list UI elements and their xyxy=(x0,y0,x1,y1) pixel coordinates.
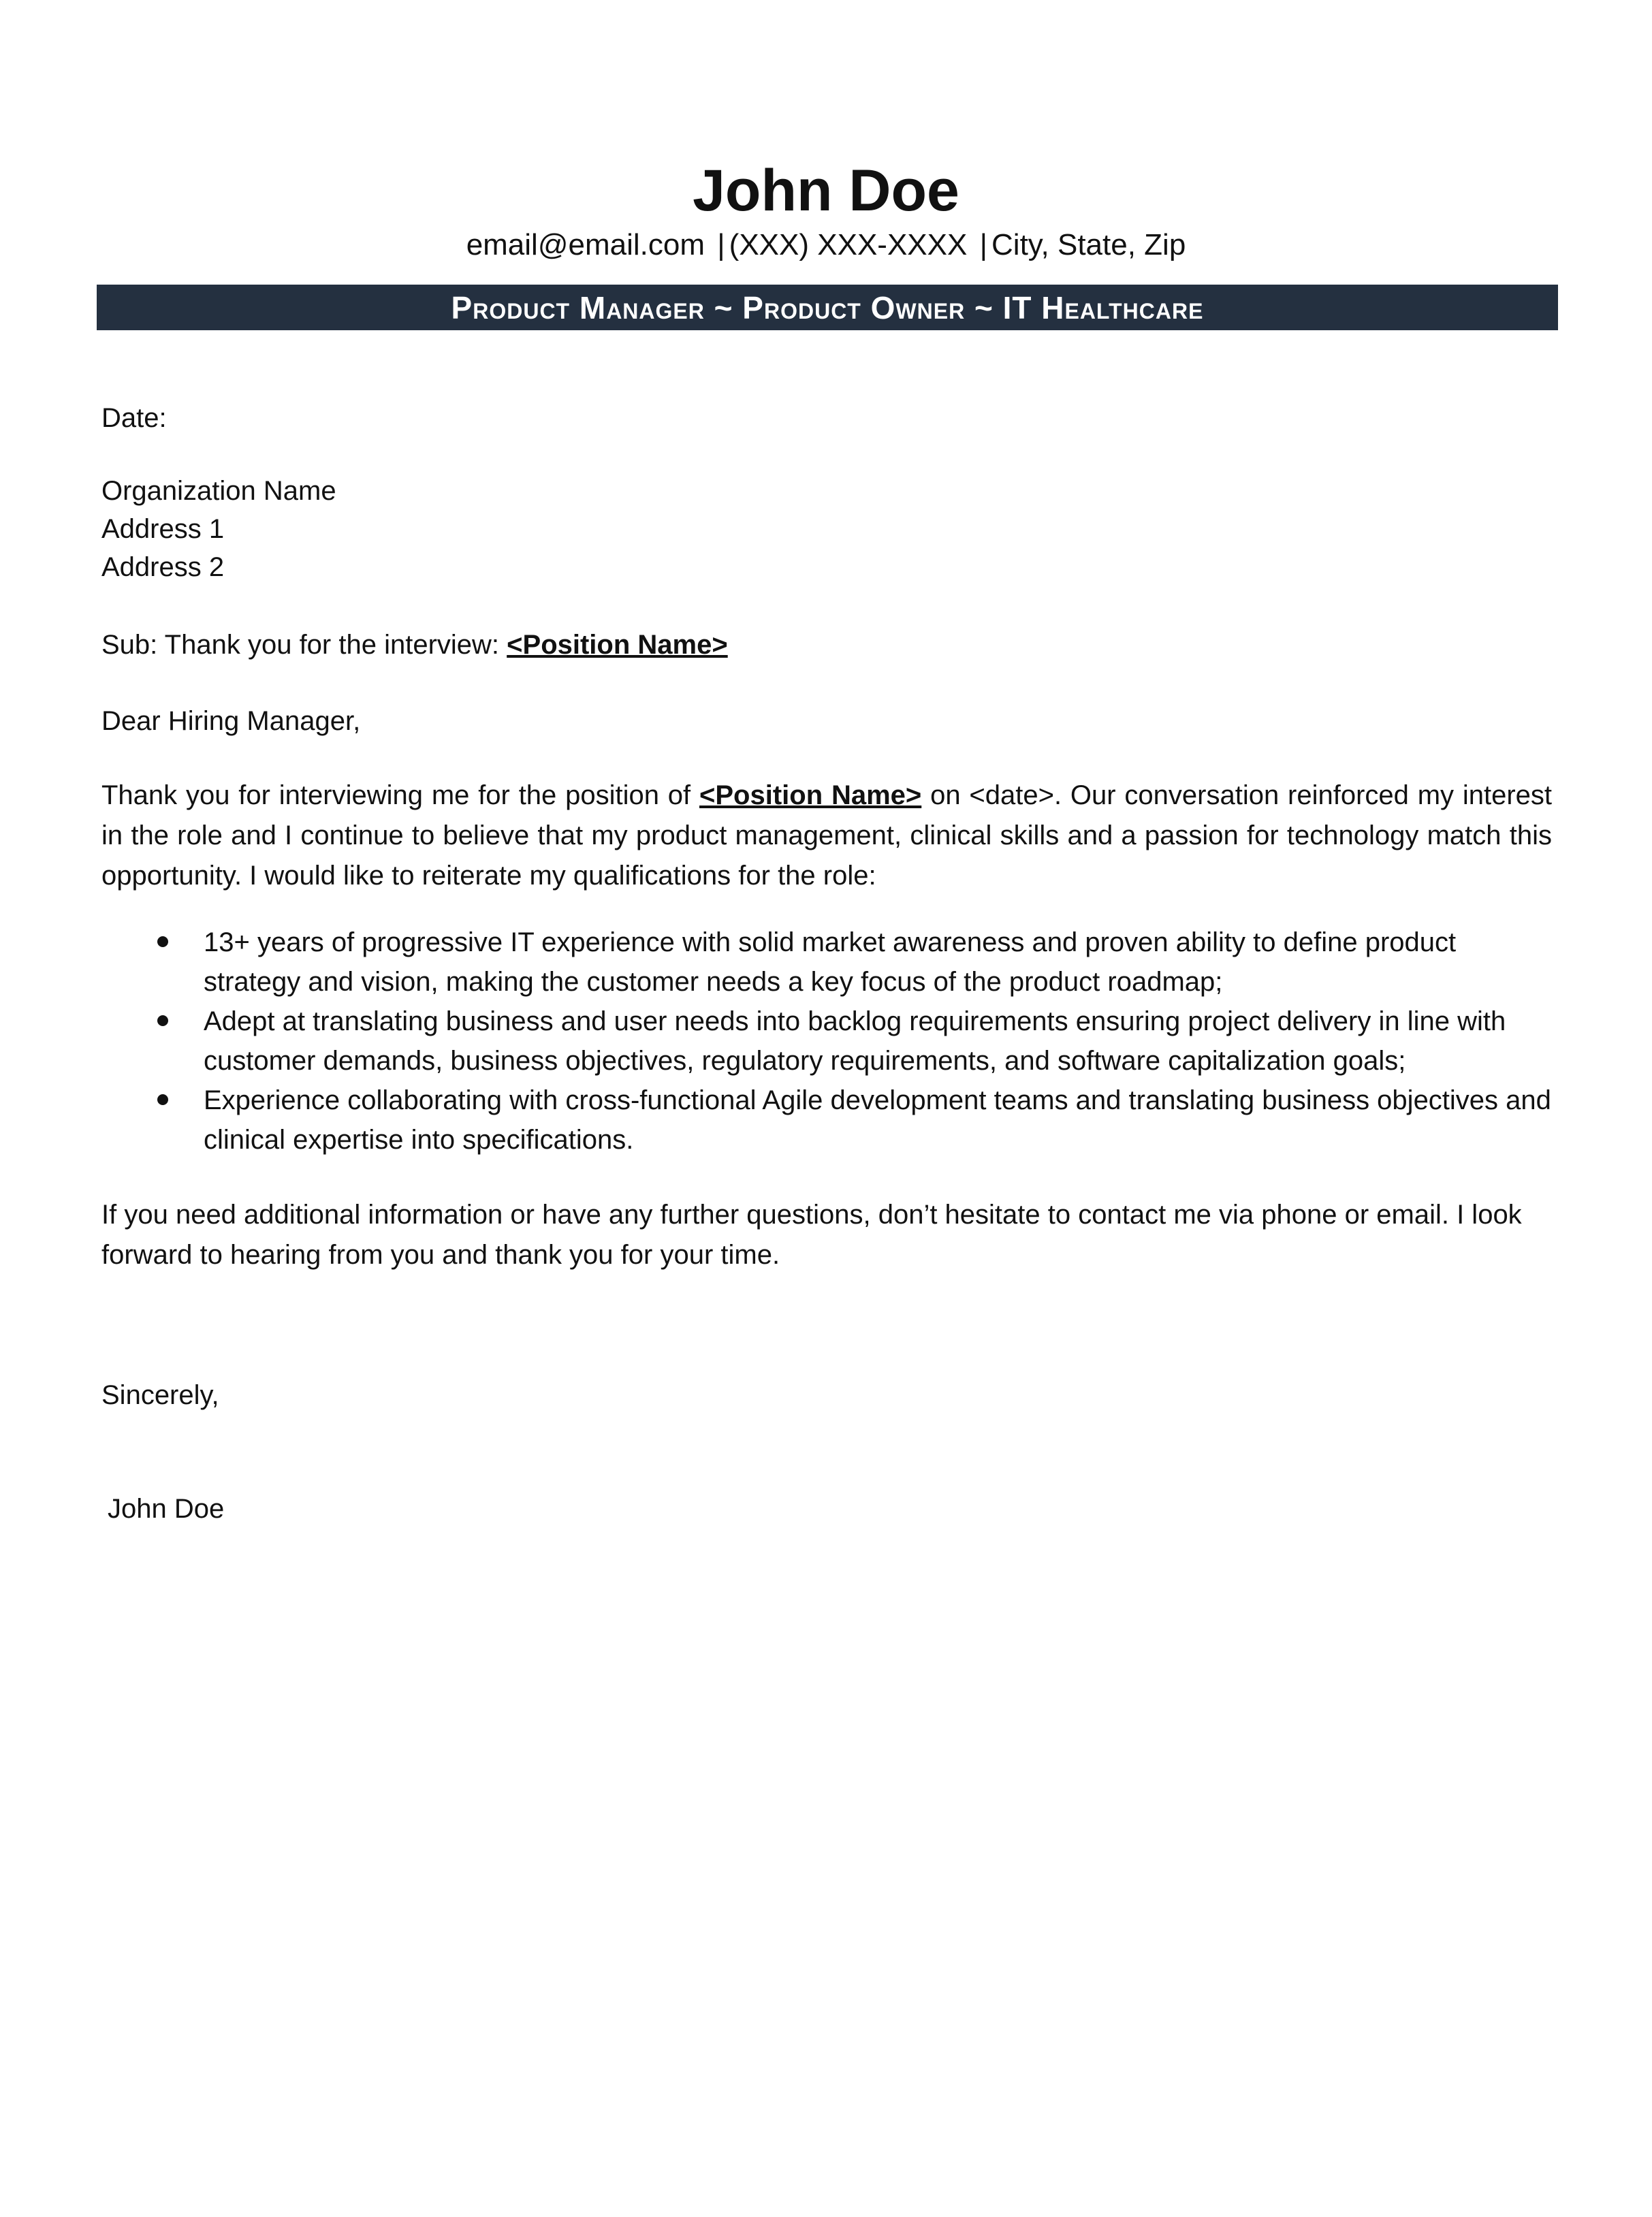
subject-line xyxy=(101,625,728,665)
qualification-item xyxy=(101,923,1552,1002)
bullet-icon xyxy=(157,936,168,947)
contact-email: email@email.com xyxy=(466,228,705,261)
signoff: Sincerely, xyxy=(101,1380,219,1410)
applicant-name: John Doe xyxy=(693,158,959,223)
intro-text-part-2: on <date>. Our conversation reinforced my interest in the role and I continue to believe that my product management, clinical skills and a passion for technology match this opportunity. I would like to reiterate my qualifications for the role: xyxy=(101,780,1553,891)
intro-text-part-1: Thank you for interviewing me for the position of xyxy=(101,780,691,810)
salutation: Dear Hiring Manager, xyxy=(101,706,361,736)
signature-name: John Doe xyxy=(108,1494,225,1524)
subject-position-name: <Position Name> xyxy=(507,630,728,660)
closing-paragraph: If you need additional information or have any further questions, don’t hesitate to contact me via phone or email. I look forward to hearing from you and thank you for your time. xyxy=(101,1200,1522,1270)
recipient-address xyxy=(101,472,336,586)
qualification-text: Adept at translating business and user needs into backlog requirements ensuring project delivery in line with customer demands, business objectives, regulatory requirements, and software capitalization goals; xyxy=(204,1006,1506,1076)
subject-prefix: Sub: Thank you for the interview: xyxy=(101,630,500,660)
qualification-text: Experience collaborating with cross-functional Agile development teams and translating business objectives and clinical expertise into specifications. xyxy=(204,1085,1551,1155)
recipient-organization: Organization Name xyxy=(101,476,336,506)
bullet-icon xyxy=(157,1015,168,1026)
title-banner-text: Product Manager ~ Product Owner ~ IT Healthcare xyxy=(451,289,1204,325)
contact-separator: | xyxy=(979,228,988,261)
contact-line xyxy=(0,225,1652,266)
recipient-address-line-2: Address 2 xyxy=(101,552,225,582)
bullet-icon xyxy=(157,1094,168,1105)
date-label: Date: xyxy=(101,403,167,433)
qualifications-list xyxy=(101,923,1552,1160)
recipient-address-line-1: Address 1 xyxy=(101,514,225,544)
qualification-item xyxy=(101,1002,1552,1081)
title-banner xyxy=(97,285,1558,330)
qualification-text: 13+ years of progressive IT experience with solid market awareness and proven ability to define product strategy and vision, making the customer needs a key focus of the product roadmap; xyxy=(204,927,1457,997)
contact-phone: (XXX) XXX-XXXX xyxy=(729,228,968,261)
contact-location: City, State, Zip xyxy=(991,228,1186,261)
intro-position-name: <Position Name> xyxy=(699,780,922,810)
contact-separator: | xyxy=(717,228,725,261)
intro-paragraph xyxy=(101,776,1552,896)
qualification-item xyxy=(101,1081,1552,1160)
